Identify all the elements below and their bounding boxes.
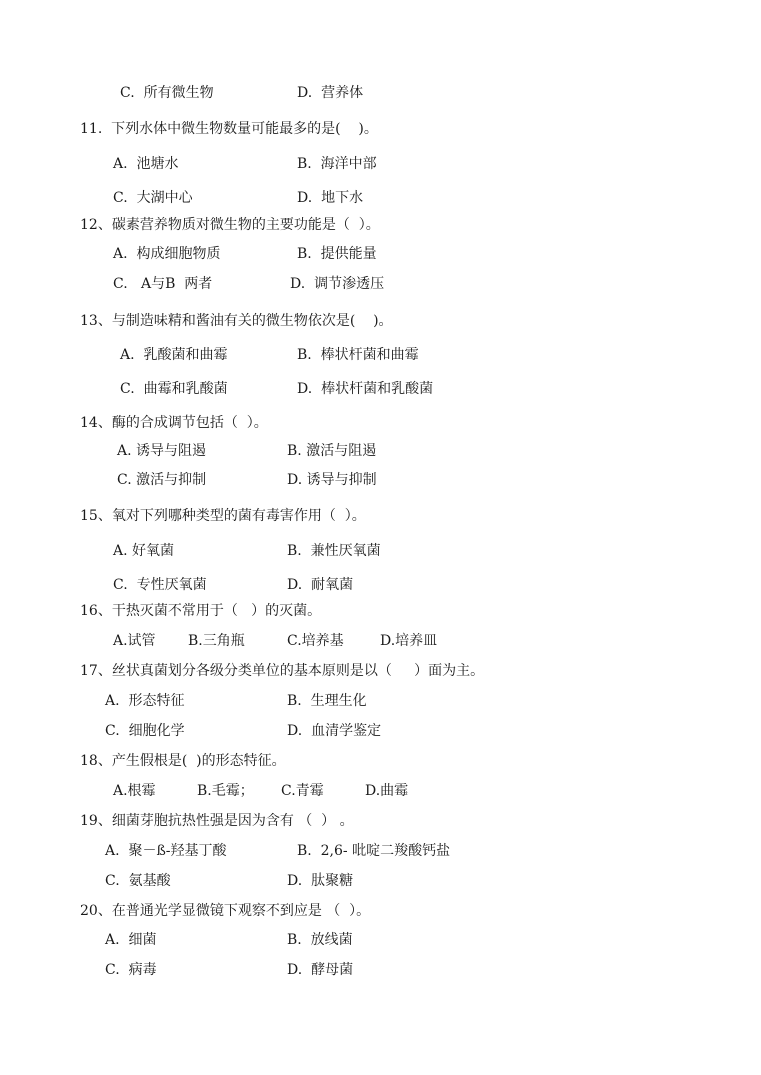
option-text: A. 形态特征 — [105, 693, 185, 709]
option-text: D. 血清学鉴定 — [287, 723, 382, 739]
option-text: B. 兼性厌氧菌 — [287, 543, 381, 559]
option-text: D. 地下水 — [297, 190, 364, 206]
option-text: C. 曲霉和乳酸菌 — [120, 381, 228, 397]
option-text: B. 棒状杆菌和曲霉 — [297, 347, 419, 363]
option-text: A. 池塘水 — [113, 156, 179, 172]
option-text: C. 病毒 — [105, 962, 157, 978]
question-text: 16、干热灭菌不常用于（ ）的灭菌。 — [80, 603, 322, 619]
option-text: D. 肽聚糖 — [287, 873, 354, 889]
option-text: A. 诱导与阻遏 — [117, 443, 207, 459]
option-text: D. 棒状杆菌和乳酸菌 — [297, 381, 434, 397]
question-text: 14、酶的合成调节包括（ ）。 — [80, 415, 268, 431]
option-text: C.培养基 — [287, 633, 344, 649]
option-text: C. 激活与抑制 — [117, 472, 207, 488]
option-text: A.根霉 — [113, 783, 156, 799]
option-text: C.青霉 — [281, 783, 324, 799]
option-text: A. 好氧菌 — [113, 543, 175, 559]
option-text: A. 构成细胞物质 — [113, 246, 221, 262]
question-text: 15、氧对下列哪种类型的菌有毒害作用（ ）。 — [80, 508, 366, 524]
option-text: B.三角瓶 — [188, 633, 245, 649]
question-text: 18、产生假根是( )的形态特征。 — [80, 753, 286, 769]
option-text: B. 海洋中部 — [297, 156, 377, 172]
option-text: B. 放线菌 — [287, 932, 353, 948]
question-text: 11. 下列水体中微生物数量可能最多的是( )。 — [80, 121, 378, 137]
option-text: A. 乳酸菌和曲霉 — [120, 347, 228, 363]
option-text: C. 大湖中心 — [113, 190, 193, 206]
option-text: A.试管 — [113, 633, 156, 649]
option-text: D. 诱导与抑制 — [287, 472, 377, 488]
option-text: D. 调节渗透压 — [290, 276, 385, 292]
option-text: B. 2,6- 吡啶二羧酸钙盐 — [297, 843, 451, 859]
option-text: C. A与B 两者 — [113, 276, 213, 292]
option-text: C. 所有微生物 — [120, 85, 214, 101]
option-text: B. 提供能量 — [297, 246, 377, 262]
option-text: D. 耐氧菌 — [287, 577, 354, 593]
question-text: 20、在普通光学显微镜下观察不到应是 （ ）。 — [80, 903, 371, 919]
option-text: D. 酵母菌 — [287, 962, 354, 978]
option-text: B. 生理生化 — [287, 693, 367, 709]
option-text: A. 细菌 — [105, 932, 157, 948]
option-text: C. 氨基酸 — [105, 873, 171, 889]
option-text: D. 营养体 — [297, 85, 364, 101]
question-text: 17、丝状真菌划分各级分类单位的基本原则是以（ ）面为主。 — [80, 663, 485, 679]
question-text: 12、碳素营养物质对微生物的主要功能是（ ）。 — [80, 217, 380, 233]
option-text: D.曲霉 — [365, 783, 409, 799]
option-text: C. 专性厌氧菌 — [113, 577, 207, 593]
question-text: 13、与制造味精和酱油有关的微生物依次是( )。 — [80, 313, 393, 329]
option-text: C. 细胞化学 — [105, 723, 185, 739]
option-text: B. 激活与阻遏 — [287, 443, 377, 459]
option-text: D.培养皿 — [380, 633, 438, 649]
option-text: B.毛霉； — [197, 783, 254, 799]
option-text: A. 聚－ß-羟基丁酸 — [105, 843, 227, 859]
question-text: 19、细菌芽胞抗热性强是因为含有 （ ） 。 — [80, 813, 354, 829]
